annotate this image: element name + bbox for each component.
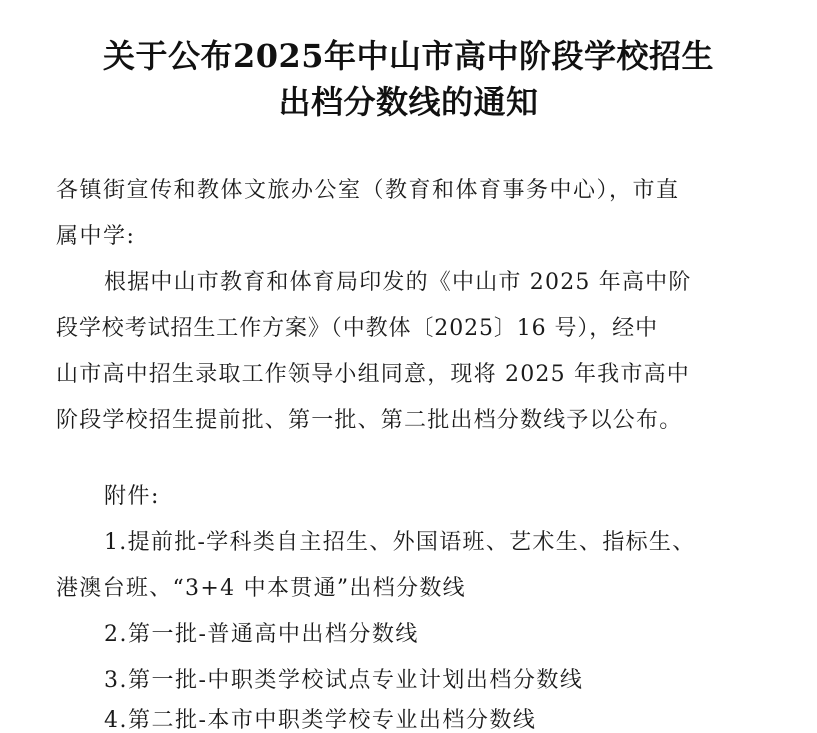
attachment-item-4: 4.第二批-本市中职类学校专业出档分数线 [104,708,537,733]
body-paragraph-line-4: 阶段学校招生提前批、第一批、第二批出档分数线予以公布。 [56,408,683,433]
attachments-heading: 附件: [104,484,160,509]
body-paragraph-line-3: 山市高中招生录取工作领导小组同意，现将 2025 年我市高中 [56,362,690,387]
notice-title-line-2: 出档分数线的通知 [278,83,539,121]
attachment-item-2: 2.第一批-普通高中出档分数线 [104,622,419,647]
attachment-item-1-line-2: 港澳台班、“3+4 中本贯通”出档分数线 [56,576,466,601]
notice-title-line-1: 关于公布2025年中山市高中阶段学校招生 [102,37,715,75]
salutation-line-2: 属中学: [56,224,136,249]
attachment-item-3: 3.第一批-中职类学校试点专业计划出档分数线 [104,668,584,693]
body-paragraph-line-1: 根据中山市教育和体育局印发的《中山市 2025 年高中阶 [104,270,692,295]
attachment-item-1-line-1: 1.提前批-学科类自主招生、外国语班、艺术生、指标生、 [104,530,696,555]
body-paragraph-line-2: 段学校考试招生工作方案》（中教体〔2025〕16 号），经中 [56,316,658,341]
salutation-line-1: 各镇街宣传和教体文旅办公室（教育和体育事务中心），市直 [56,178,680,203]
